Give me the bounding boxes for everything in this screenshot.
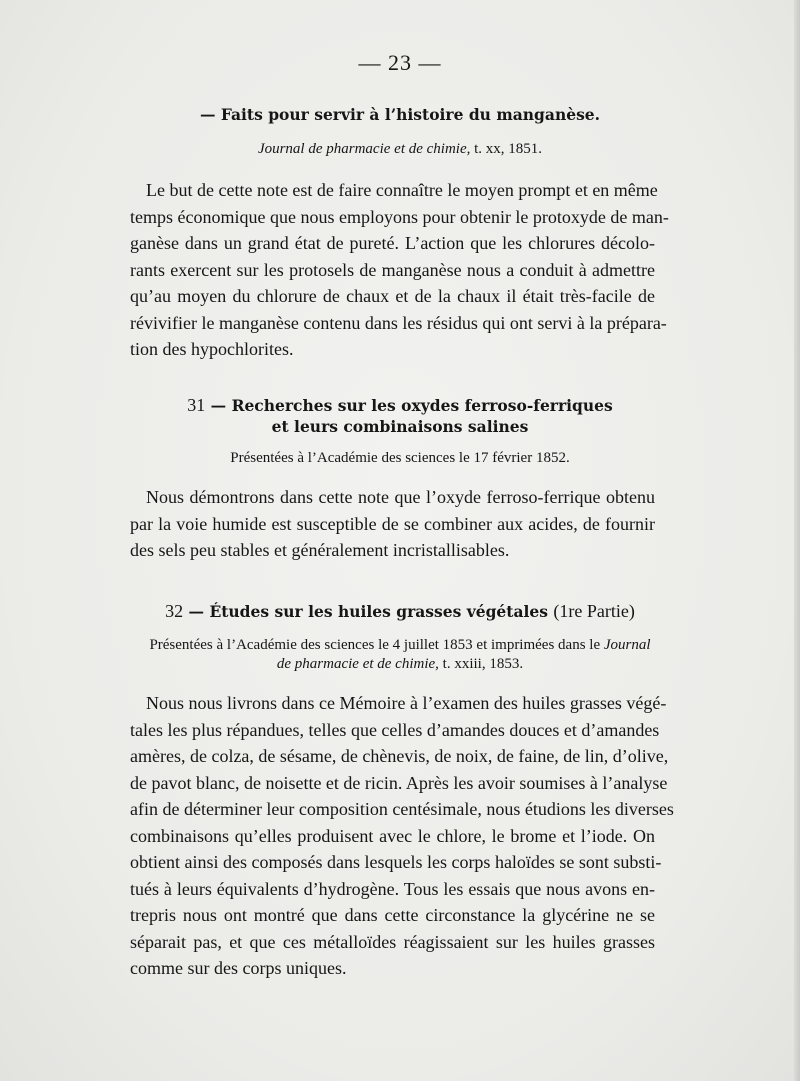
paragraph-line: tales les plus répandues, telles que celles d’amandes douces et d’amandes bbox=[130, 719, 660, 740]
section-32-number: 32 bbox=[165, 601, 184, 621]
section-30-volume: t. xx, 1851. bbox=[470, 141, 543, 157]
paragraph-line: de pavot blanc, de noisette et de ricin. Après les avoir soumises à l’analyse bbox=[130, 772, 668, 793]
paragraph-line: Le but de cette note est de faire connaître le moyen prompt et en même bbox=[146, 180, 658, 200]
paragraph-line: afin de déterminer leur composition centésimale, nous étudions les diverses bbox=[130, 799, 674, 819]
paragraph-2 bbox=[130, 484, 655, 564]
paragraph-line: révivifier le manganèse contenu dans les résidus qui ont servi à la prépara- bbox=[130, 312, 667, 333]
section-30-title bbox=[0, 105, 800, 124]
paragraph-line: obtient ainsi des composés dans lesquels les corps haloïdes se sont substi- bbox=[130, 852, 662, 872]
paragraph-line: rants exercent sur les protosels de manganèse nous a conduit à admettre bbox=[130, 259, 655, 280]
section-31-title-line2: et leurs combinaisons salines bbox=[271, 417, 529, 436]
page-number: — 23 — bbox=[358, 50, 442, 75]
section-30-source bbox=[0, 141, 800, 158]
section-32-part: (1re Partie) bbox=[553, 601, 635, 621]
paragraph-line: Nous démontrons dans cette note que l’oxyde ferroso-ferrique obtenu bbox=[146, 487, 655, 507]
paragraph-line: combinaisons qu’elles produisent avec le chlore, le brome et l’iode. On bbox=[130, 825, 655, 846]
paragraph-line: séparait pas, et que ces métalloïdes réagissaient sur les huiles grasses bbox=[130, 931, 655, 952]
paragraph-1 bbox=[130, 177, 669, 363]
section-32-presented-line1: Présentées à l’Académie des sciences le 4 juillet 1853 et imprimées dans le bbox=[149, 637, 604, 653]
paragraph-line: trepris nous ont montré que dans cette circonstance la glycérine ne se bbox=[130, 905, 655, 925]
paragraph-line: comme sur des corps uniques. bbox=[130, 958, 347, 978]
paragraph-line: ganèse dans un grand état de pureté. L’action que les chlorures décolo- bbox=[130, 233, 655, 253]
paragraph-line: Nous nous livrons dans ce Mémoire à l’examen des huiles grasses végé- bbox=[146, 693, 667, 713]
section-32-presented-2 bbox=[0, 656, 800, 673]
section-31-title bbox=[0, 395, 800, 416]
paragraph-line: par la voie humide est susceptible de se combiner aux acides, de fournir bbox=[130, 513, 655, 534]
section-32-presented bbox=[0, 637, 800, 654]
section-31-title-line1: — Recherches sur les oxydes ferroso-ferriques bbox=[210, 396, 613, 415]
section-32-journal-1: Journal bbox=[603, 637, 651, 653]
section-31-number: 31 bbox=[187, 395, 206, 415]
paragraph-line: tion des hypochlorites. bbox=[130, 339, 294, 359]
section-32-journal-2: de pharmacie et de chimie, bbox=[276, 656, 439, 672]
section-32-title-text: — Études sur les huiles grasses végétales bbox=[188, 602, 548, 621]
page-edge bbox=[794, 0, 800, 1081]
paragraph-3 bbox=[130, 690, 674, 982]
section-31-title-2 bbox=[0, 417, 800, 436]
section-32-title bbox=[0, 601, 800, 622]
paragraph-line: temps économique que nous employons pour obtenir le protoxyde de man- bbox=[130, 206, 669, 227]
paragraph-line: amères, de colza, de sésame, de chènevis, de noix, de faine, de lin, d’olive, bbox=[130, 746, 669, 766]
paragraph-line: des sels peu stables et généralement incristallisables. bbox=[130, 540, 510, 560]
paragraph-line: tués à leurs équivalents d’hydrogène. Tous les essais que nous avons en- bbox=[130, 878, 655, 899]
section-30-title-text: — Faits pour servir à l’histoire du manganèse. bbox=[199, 105, 601, 124]
section-30-journal: Journal de pharmacie et de chimie, bbox=[257, 141, 471, 157]
section-31-presented: Présentées à l’Académie des sciences le 17 février 1852. bbox=[230, 450, 570, 466]
section-32-volume: t. xxiii, 1853. bbox=[438, 656, 524, 672]
paragraph-line: qu’au moyen du chlorure de chaux et de la chaux il était très-facile de bbox=[130, 286, 655, 306]
